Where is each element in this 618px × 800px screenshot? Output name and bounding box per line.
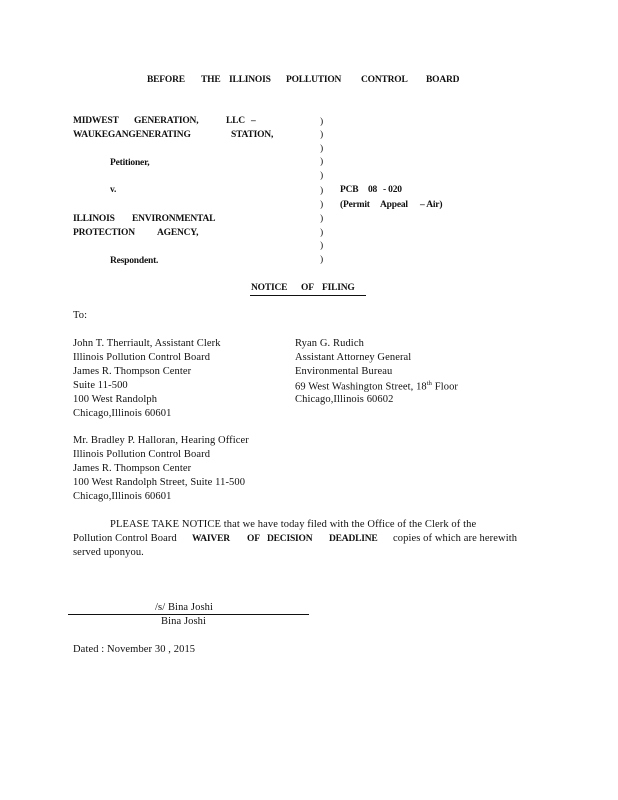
caption-paren: ): [320, 255, 324, 265]
respondent-name: ENVIRONMENTAL: [132, 214, 216, 224]
signature-text: /s/ Bina Joshi: [155, 602, 213, 613]
document-title-word: WAIVER: [192, 534, 230, 544]
address-line: John T. Therriault, Assistant Clerk: [73, 338, 221, 349]
case-number: PCB: [340, 185, 359, 195]
notice-title-word: FILING: [322, 283, 355, 293]
petitioner-name: LLC: [226, 116, 245, 126]
address-line: James R. Thompson Center: [73, 366, 192, 377]
respondent-name: AGENCY,: [157, 228, 199, 238]
header-word: POLLUTION: [286, 75, 342, 85]
notice-title-word: NOTICE: [251, 283, 288, 293]
paragraph-line: Pollution Control Board: [73, 533, 177, 544]
caption-paren: ): [320, 200, 324, 210]
dated-line: Dated : November 30 , 2015: [73, 644, 196, 655]
address-line: Chicago,Illinois 60601: [73, 408, 172, 419]
document-title-word: DEADLINE: [329, 534, 378, 544]
respondent-name: ILLINOIS: [73, 214, 115, 224]
address-line: Suite 11-500: [73, 380, 128, 391]
petitioner-name: GENERATION,: [134, 116, 199, 126]
case-number: 08: [368, 185, 378, 195]
address-line: Chicago,Illinois 60601: [73, 491, 172, 502]
address-line: [295, 380, 458, 393]
signature-line: [68, 614, 309, 615]
header-word: THE: [201, 75, 221, 85]
versus: v.: [110, 185, 117, 195]
caption-paren: ): [320, 228, 324, 238]
caption-paren: ): [320, 241, 324, 251]
document-title-word: DECISION: [267, 534, 313, 544]
caption-paren: ): [320, 186, 324, 196]
paragraph-line: copies of which are herewith: [393, 533, 518, 544]
case-type: (Permit: [340, 200, 370, 210]
title-underline: [250, 295, 366, 296]
caption-paren: ): [320, 171, 324, 181]
header-word: CONTROL: [361, 75, 408, 85]
petitioner-name: WAUKEGANGENERATING: [73, 130, 191, 140]
header-word: BEFORE: [147, 75, 185, 85]
floor-text: Floor: [432, 381, 459, 393]
respondent-role: Respondent.: [110, 256, 159, 266]
header-word: ILLINOIS: [229, 75, 271, 85]
petitioner-name: STATION,: [231, 130, 274, 140]
address-line: Ryan G. Rudich: [295, 338, 364, 349]
paragraph-line: PLEASE TAKE NOTICE that we have today filed with the Office of the Clerk of the: [110, 519, 477, 530]
address-line: Mr. Bradley P. Halloran, Hearing Officer: [73, 435, 249, 446]
paragraph-line: served uponyou.: [73, 547, 144, 558]
to-label: To:: [73, 310, 88, 321]
petitioner-role: Petitioner,: [110, 158, 150, 168]
ordinal-suffix: th: [426, 380, 433, 387]
address-line: Chicago,Illinois 60602: [295, 394, 394, 405]
signer-name: Bina Joshi: [161, 616, 207, 627]
case-type: Appeal: [380, 200, 408, 210]
address-line: 100 West Randolph: [73, 394, 158, 405]
document-title-word: OF: [247, 534, 260, 544]
caption-paren: ): [320, 117, 324, 127]
address-line: Illinois Pollution Control Board: [73, 449, 211, 460]
address-line: Environmental Bureau: [295, 366, 393, 377]
petitioner-name: MIDWEST: [73, 116, 119, 126]
street-text: 69 West Washington Street, 18: [295, 381, 427, 393]
header-word: BOARD: [426, 75, 460, 85]
respondent-name: PROTECTION: [73, 228, 135, 238]
caption-paren: ): [320, 214, 324, 224]
petitioner-name: –: [251, 116, 256, 126]
notice-title-word: OF: [301, 283, 314, 293]
caption-paren: ): [320, 130, 324, 140]
address-line: Illinois Pollution Control Board: [73, 352, 211, 363]
address-line: 100 West Randolph Street, Suite 11-500: [73, 477, 246, 488]
case-type: – Air): [420, 200, 443, 210]
address-line: Assistant Attorney General: [295, 352, 412, 363]
case-number: - 020: [383, 185, 402, 195]
address-line: James R. Thompson Center: [73, 463, 192, 474]
caption-paren: ): [320, 144, 324, 154]
caption-paren: ): [320, 157, 324, 167]
